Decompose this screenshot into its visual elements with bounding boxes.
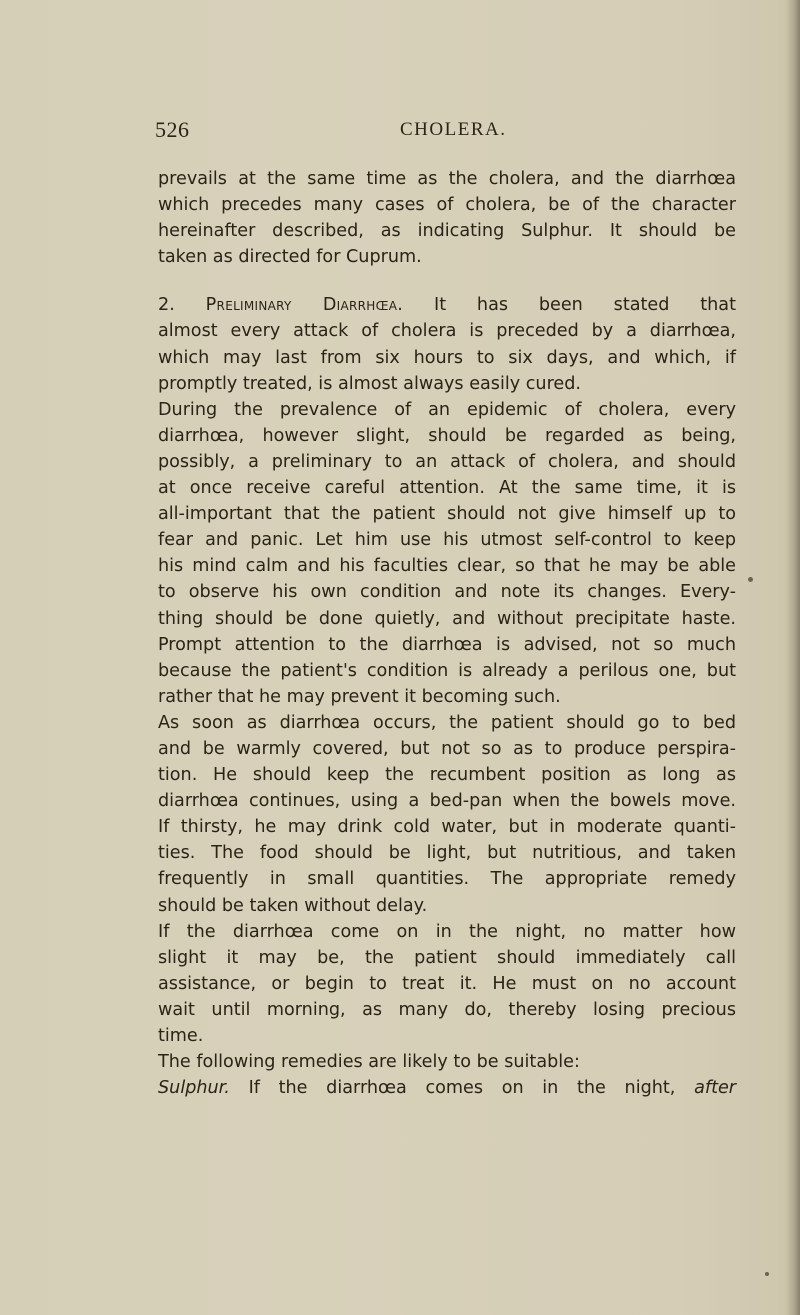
paragraph	[158, 919, 736, 1049]
text-line: Prompt attention to the diarrhœa is advised, not so much	[158, 634, 736, 655]
text-fragment: If the diarrhœa comes on in the night,	[248, 1078, 676, 1099]
running-head: CHOLERA.	[400, 119, 507, 140]
page-header	[155, 117, 735, 147]
paragraph	[158, 710, 736, 919]
paragraph-continuation	[158, 166, 736, 270]
paragraph	[158, 1049, 736, 1101]
paragraph	[158, 397, 736, 710]
section-number: 2.	[158, 295, 175, 316]
text-line: to observe his own condition and note its changes. Every-	[158, 582, 736, 603]
section-preliminary-diarrhoea	[158, 292, 736, 396]
text-line: If thirsty, he may drink cold water, but in moderate quanti-	[158, 817, 736, 838]
body-text	[158, 166, 736, 1101]
text-line: and be warmly covered, but not so as to produce perspira-	[158, 738, 736, 759]
text-line: all-important that the patient should not give himself up to	[158, 504, 736, 525]
text-line: wait until morning, as many do, thereby losing precious	[158, 999, 736, 1020]
text-fragment: It has been stated that	[434, 295, 736, 316]
text-line: time.	[158, 1026, 204, 1046]
text-line: During the prevalence of an epidemic of cholera, every	[158, 399, 736, 420]
text-line: which precedes many cases of cholera, be of the character	[158, 195, 736, 216]
text-line: at once receive careful attention. At the same time, it is	[158, 478, 736, 499]
paper-speck	[765, 1272, 769, 1276]
section-heading: Preliminary Diarrhœa.	[205, 295, 404, 316]
paper-speck	[748, 577, 753, 582]
text-line: thing should be done quietly, and without precipitate haste.	[158, 608, 736, 629]
text-line: possibly, a preliminary to an attack of cholera, and should	[158, 451, 736, 472]
text-line: tion. He should keep the recumbent position as long as	[158, 765, 736, 786]
text-line: diarrhœa continues, using a bed-pan when the bowels move.	[158, 791, 736, 812]
text-line: If the diarrhœa come on in the night, no matter how	[158, 921, 736, 942]
text-line: his mind calm and his faculties clear, so that he may be able	[158, 556, 736, 577]
text-line: which may last from six hours to six days, and which, if	[158, 347, 736, 368]
text-fragment-italic: after	[694, 1078, 737, 1099]
text-line	[158, 1075, 736, 1101]
page-edge-shadow	[786, 0, 800, 1315]
text-line: fear and panic. Let him use his utmost self-control to keep	[158, 530, 736, 551]
text-line: The following remedies are likely to be suitable:	[158, 1052, 580, 1073]
text-line: hereinafter described, as indicating Sulphur. It should be	[158, 221, 736, 242]
text-line: because the patient's condition is already a perilous one, but	[158, 660, 736, 681]
text-line: slight it may be, the patient should immediately call	[158, 947, 736, 968]
text-line: assistance, or begin to treat it. He must on no account	[158, 973, 736, 994]
text-line: diarrhœa, however slight, should be regarded as being,	[158, 425, 736, 446]
text-line: As soon as diarrhœa occurs, the patient should go to bed	[158, 712, 736, 733]
text-line: almost every attack of cholera is preceded by a diarrhœa,	[158, 321, 736, 342]
page-number: 526	[155, 117, 190, 142]
text-line: should be taken without delay.	[158, 895, 428, 916]
section-first-line	[158, 292, 736, 318]
text-line: frequently in small quantities. The appropriate remedy	[158, 869, 736, 890]
text-line: prevails at the same time as the cholera, and the diarrhœa	[158, 169, 736, 189]
text-line: ties. The food should be light, but nutritious, and taken	[158, 843, 736, 864]
text-line: rather that he may prevent it becoming such.	[158, 686, 561, 707]
text-line: promptly treated, is almost always easily cured.	[158, 373, 581, 394]
text-line: taken as directed for Cuprum.	[158, 247, 422, 268]
remedy-name: Sulphur.	[158, 1078, 230, 1099]
